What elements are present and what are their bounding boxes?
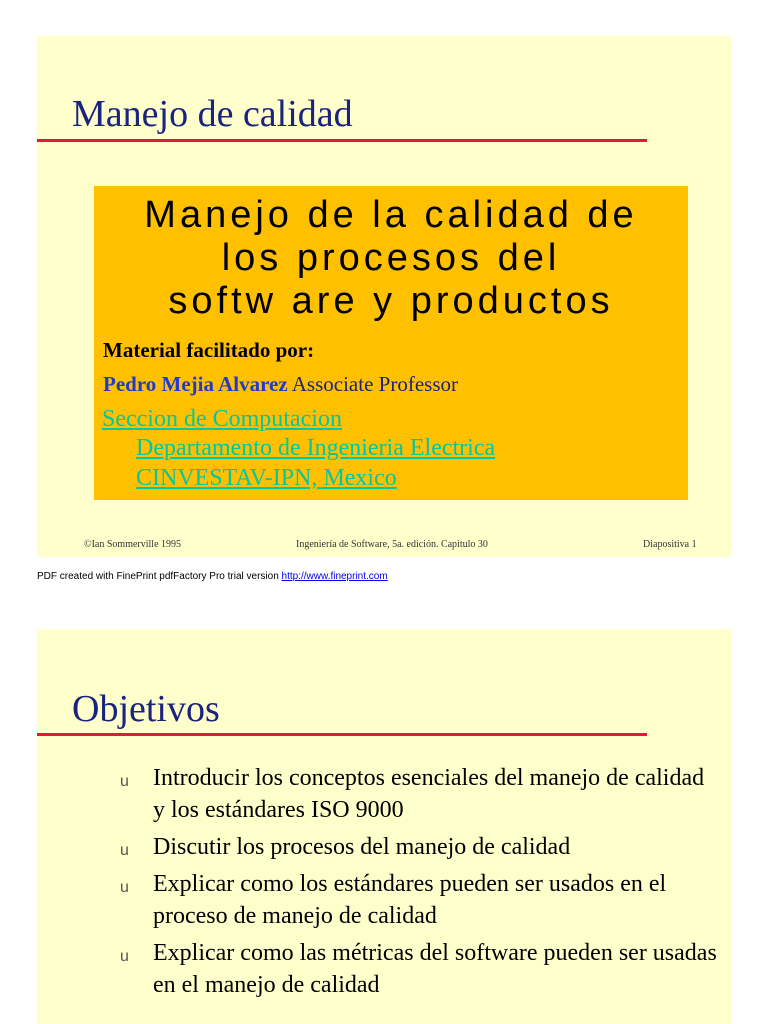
bullet-text: Explicar como las métricas del software pueden ser usadas en el manejo de calidad: [153, 940, 717, 998]
bullet-icon: u: [120, 773, 129, 790]
heading-line-1: Manejo de la calidad de: [144, 194, 638, 236]
bullet-icon: u: [120, 948, 129, 965]
bullet-text: Discutir los procesos del manejo de calidad: [153, 834, 571, 860]
title-underline: [37, 733, 647, 736]
link-cinvestav[interactable]: CINVESTAV-IPN, Mexico: [136, 465, 397, 491]
link-seccion[interactable]: Seccion de Computacion: [102, 406, 342, 432]
slide-title: Objetivos: [72, 688, 220, 730]
link-departamento[interactable]: Departamento de Ingenieria Electrica: [136, 435, 496, 461]
pdf-creator-note: [37, 571, 388, 582]
title-box: [94, 186, 688, 500]
list-item: [117, 868, 717, 932]
bullet-icon: u: [120, 879, 129, 896]
footer-copyright: ©Ian Sommerville 1995: [84, 539, 182, 550]
footer-slide-number: Diapositiva 1: [643, 539, 697, 550]
bullet-icon: u: [120, 842, 129, 859]
bullet-text: Introducir los conceptos esenciales del manejo de calidad y los estándares ISO 9000: [153, 765, 705, 823]
list-item: [117, 831, 717, 863]
slide-1: [37, 36, 731, 557]
heading-line-3: softw are y productos: [168, 280, 614, 322]
author-name: Pedro Mejia Alvarez: [103, 372, 288, 396]
footer-book: Ingeniería de Software, 5a. edición. Capitulo 30: [296, 539, 488, 550]
main-heading: [94, 194, 688, 323]
fineprint-link[interactable]: http://www.fineprint.com: [281, 571, 388, 582]
credit-label: Material facilitado por:: [103, 338, 315, 362]
heading-line-2: los procesos del: [221, 237, 561, 279]
list-item: [117, 937, 717, 1001]
bullet-text: Explicar como los estándares pueden ser usados en el proceso de manejo de calidad: [153, 871, 667, 929]
author-role: Associate Professor: [291, 372, 458, 396]
pdf-note-text: PDF created with FinePrint pdfFactory Pro trial version: [37, 571, 282, 582]
list-item: [117, 762, 717, 826]
slide-2: [37, 629, 731, 1024]
author-line: [103, 372, 458, 397]
slide-title: Manejo de calidad: [72, 93, 353, 135]
title-underline: [37, 139, 647, 142]
objectives-list: [117, 762, 717, 1006]
